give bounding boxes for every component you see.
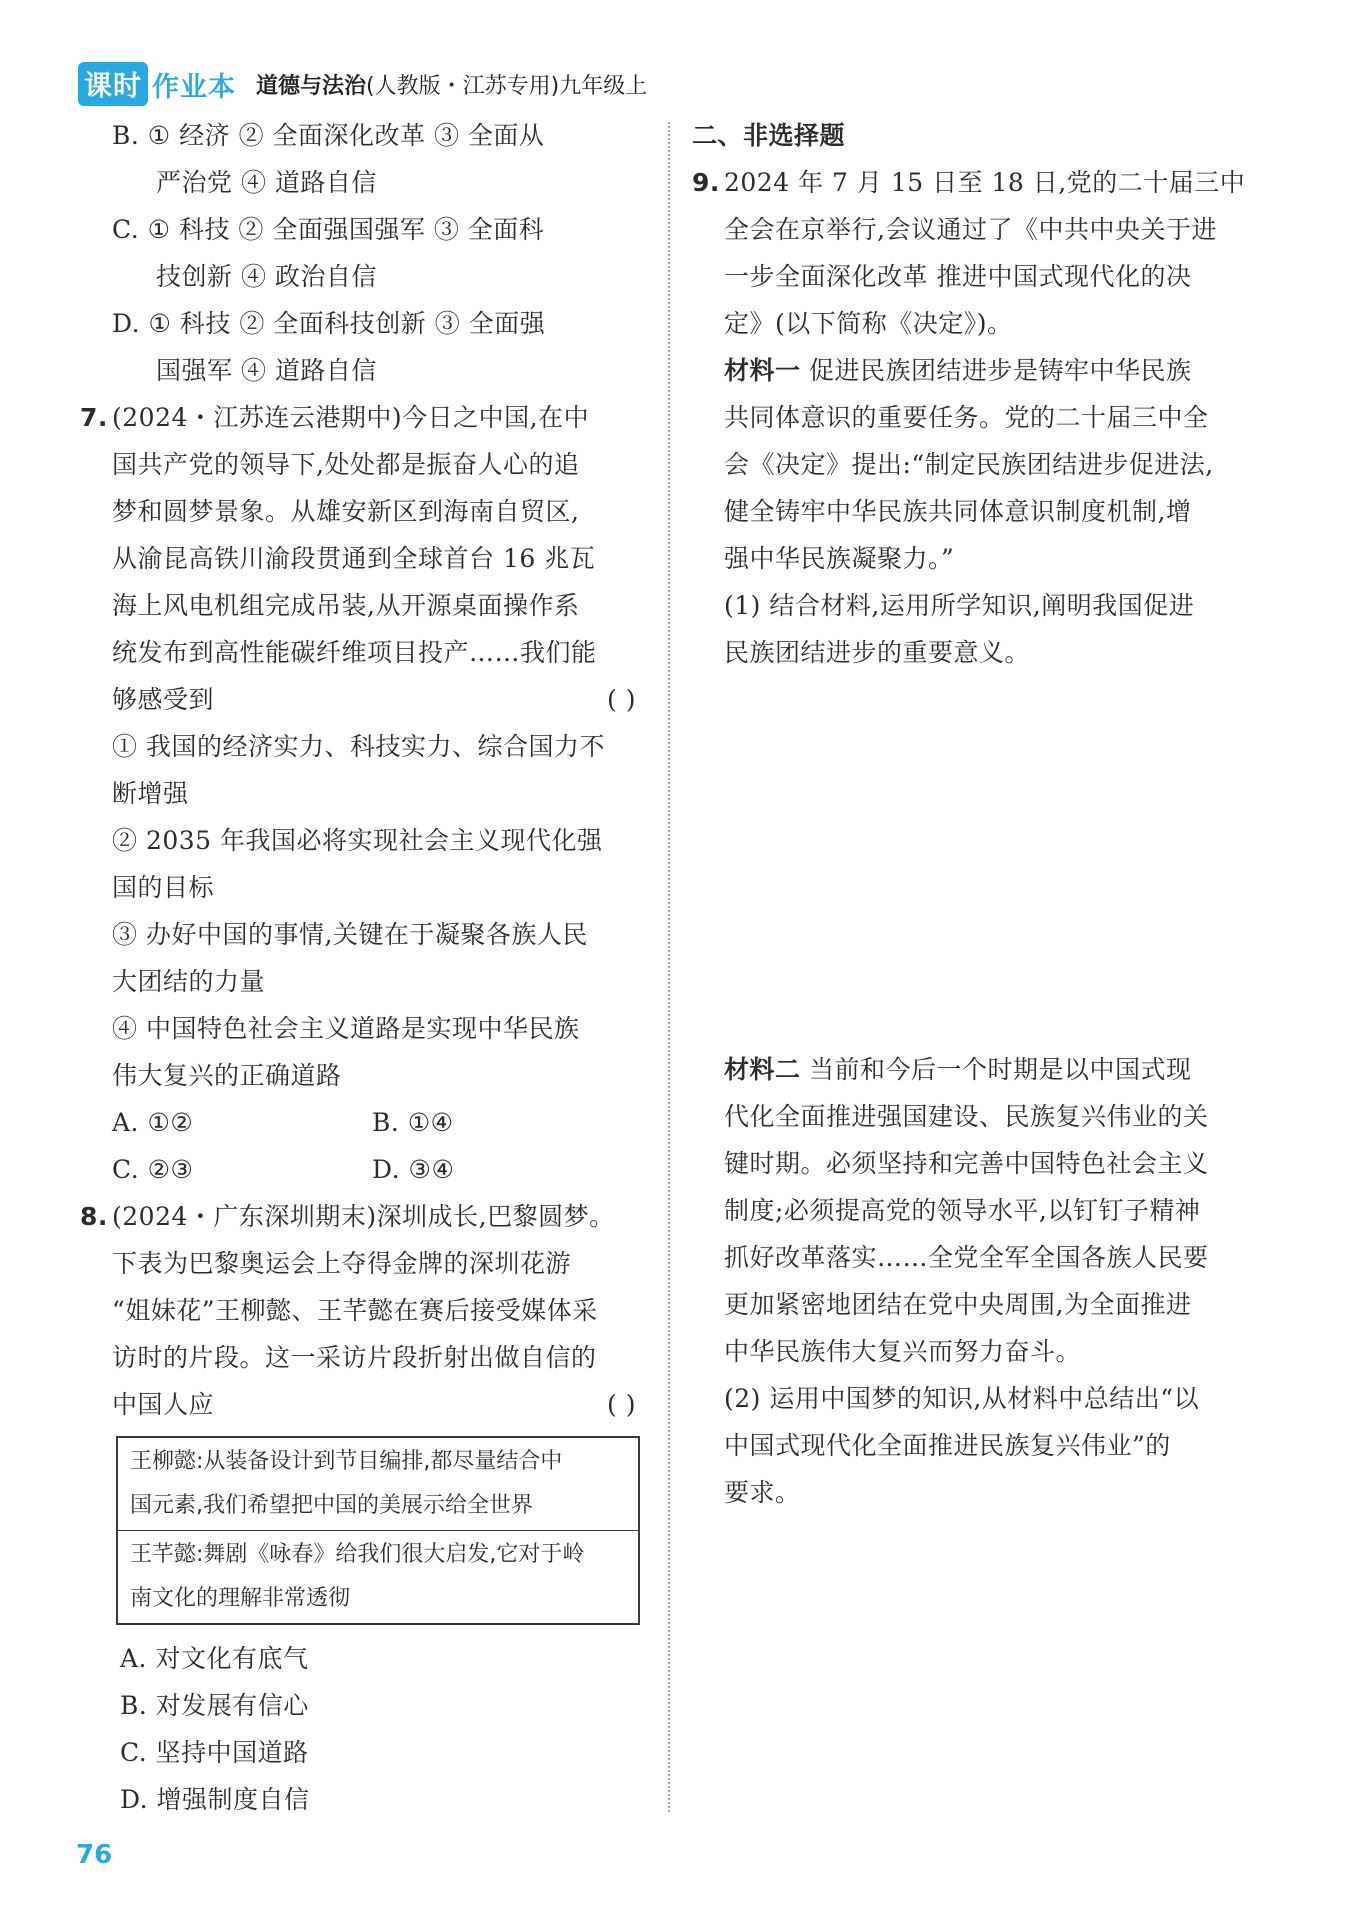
option-d-line2: 国强军 ④ 道路自信	[156, 356, 377, 385]
q8-choice-c[interactable]: C. 坚持中国道路	[120, 1738, 309, 1767]
question-7	[80, 394, 640, 1193]
q6-options-continued	[80, 112, 640, 394]
q8-number: 8.	[80, 1202, 108, 1231]
q8-line3: “姐妹花”王柳懿、王芊懿在赛后接受媒体采	[112, 1296, 598, 1325]
q8-last-line: 中国人应	[112, 1390, 215, 1419]
option-d-line1: D. ① 科技 ② 全面科技创新 ③ 全面强	[112, 309, 546, 338]
subject-edition: (人教版・江苏专用)九年级上	[366, 73, 648, 99]
q7-choice-c[interactable]: C. ②③	[112, 1155, 194, 1184]
q7-statement1-line2: 断增强	[112, 779, 189, 808]
q9-intro-line2: 全会在京举行,会议通过了《中共中央关于进	[724, 215, 1217, 244]
material2-line2: 代化全面推进强国建设、民族复兴伟业的关	[724, 1102, 1209, 1131]
q9-intro-line4: 定》(以下简称《决定》)。	[724, 309, 1013, 338]
q8-line4: 访时的片段。这一采访片段折射出做自信的	[112, 1343, 597, 1372]
option-b-line1: B. ① 经济 ② 全面深化改革 ③ 全面从	[112, 121, 545, 150]
q7-choice-a[interactable]: A. ①②	[112, 1108, 194, 1137]
q7-choice-b[interactable]: B. ①④	[372, 1108, 454, 1137]
brand-logo-box: 课时	[78, 62, 148, 106]
right-column	[692, 112, 1252, 1516]
material2-line7: 中华民族伟大复兴而努力奋斗。	[724, 1337, 1082, 1366]
q7-statement4-line1: ④ 中国特色社会主义道路是实现中华民族	[112, 1014, 580, 1043]
q7-statement4-line2: 伟大复兴的正确道路	[112, 1061, 342, 1090]
question-9	[692, 159, 1252, 1516]
q7-line6: 统发布到高性能碳纤维项目投产……我们能	[112, 638, 597, 667]
q7-line3: 梦和圆梦景象。从雄安新区到海南自贸区,	[112, 497, 580, 526]
option-b-line2: 严治党 ④ 道路自信	[156, 168, 377, 197]
material1-line4: 健全铸牢中华民族共同体意识制度机制,增	[724, 497, 1192, 526]
left-column	[80, 112, 640, 1823]
interview-row	[118, 1438, 638, 1530]
material1-line2: 共同体意识的重要任务。党的二十届三中全	[724, 403, 1209, 432]
material1-line3: 会《决定》提出:“制定民族团结进步促进法,	[724, 450, 1214, 479]
q9-intro-line1: 2024 年 7 月 15 日至 18 日,党的二十届三中	[724, 168, 1246, 197]
subquestion1-line1: (1) 结合材料,运用所学知识,阐明我国促进	[724, 591, 1195, 620]
q8-line1: (2024・广东深圳期末)深圳成长,巴黎圆梦。	[112, 1202, 615, 1231]
subject-title	[256, 69, 647, 100]
option-c-line1: C. ① 科技 ② 全面强国强军 ③ 全面科	[112, 215, 545, 244]
material1-line5: 强中华民族凝聚力。”	[724, 544, 955, 573]
q7-choice-d[interactable]: D. ③④	[372, 1155, 455, 1184]
interview-row2-line1: 王芊懿:舞剧《咏春》给我们很大启发,它对于岭	[130, 1542, 585, 1567]
interview-row	[118, 1530, 638, 1623]
subject-name: 道德与法治	[256, 73, 367, 99]
q7-line5: 海上风电机组完成吊装,从开源桌面操作系	[112, 591, 580, 620]
q8-answer-blank[interactable]: ( )	[607, 1390, 636, 1419]
column-divider	[668, 122, 670, 1812]
option-c-line2: 技创新 ④ 政治自信	[156, 262, 377, 291]
q8-choice-b[interactable]: B. 对发展有信心	[120, 1691, 309, 1720]
q7-number: 7.	[80, 403, 108, 432]
q8-choice-a[interactable]: A. 对文化有底气	[120, 1644, 309, 1673]
material1-label: 材料一	[724, 356, 801, 385]
material2-line6: 更加紧密地团结在党中央周围,为全面推进	[724, 1290, 1192, 1319]
section-title: 二、非选择题	[692, 121, 846, 150]
subquestion2-line1: (2) 运用中国梦的知识,从材料中总结出“以	[724, 1384, 1200, 1413]
interview-row1-line2: 国元素,我们希望把中国的美展示给全世界	[130, 1493, 533, 1518]
subquestion2-line3: 要求。	[724, 1478, 801, 1507]
q7-statement1-line1: ① 我国的经济实力、科技实力、综合国力不	[112, 732, 605, 761]
q8-line2: 下表为巴黎奥运会上夺得金牌的深圳花游	[112, 1249, 572, 1278]
q7-answer-blank[interactable]: ( )	[607, 685, 636, 714]
subquestion1-line2: 民族团结进步的重要意义。	[724, 638, 1031, 667]
material2-line5: 抓好改革落实……全党全军全国各族人民要	[724, 1243, 1209, 1272]
q7-line2: 国共产党的领导下,处处都是振奋人心的追	[112, 450, 580, 479]
q7-statement3-line2: 大团结的力量	[112, 967, 266, 996]
q7-last-line: 够感受到	[112, 685, 215, 714]
q9-intro-line3: 一步全面深化改革 推进中国式现代化的决	[724, 262, 1192, 291]
q9-number: 9.	[692, 168, 720, 197]
question-8	[80, 1193, 640, 1823]
subquestion2-line2: 中国式现代化全面推进民族复兴伟业”的	[724, 1431, 1171, 1460]
q7-statement2-line2: 国的目标	[112, 873, 215, 902]
q7-line1: (2024・江苏连云港期中)今日之中国,在中	[112, 403, 590, 432]
q7-statement2-line1: ② 2035 年我国必将实现社会主义现代化强	[112, 826, 603, 855]
answer-space-1[interactable]	[692, 676, 1252, 1046]
material2-line4: 制度;必须提高党的领导水平,以钉钉子精神	[724, 1196, 1201, 1225]
interview-table	[116, 1436, 640, 1625]
page-header	[78, 62, 647, 106]
page-number: 76	[76, 1840, 113, 1870]
q7-statement3-line1: ③ 办好中国的事情,关键在于凝聚各族人民	[112, 920, 588, 949]
brand-logo-text: 作业本	[152, 71, 237, 103]
material2-line3: 键时期。必须坚持和完善中国特色社会主义	[724, 1149, 1209, 1178]
material1-line1: 促进民族团结进步是铸牢中华民族	[800, 356, 1192, 385]
material2-label: 材料二	[724, 1055, 801, 1084]
interview-row2-line2: 南文化的理解非常透彻	[130, 1586, 351, 1611]
q8-choice-d[interactable]: D. 增强制度自信	[120, 1785, 310, 1814]
material2-line1: 当前和今后一个时期是以中国式现	[800, 1055, 1192, 1084]
q7-line4: 从渝昆高铁川渝段贯通到全球首台 16 兆瓦	[112, 544, 596, 573]
interview-row1-line1: 王柳懿:从装备设计到节目编排,都尽量结合中	[130, 1449, 563, 1474]
